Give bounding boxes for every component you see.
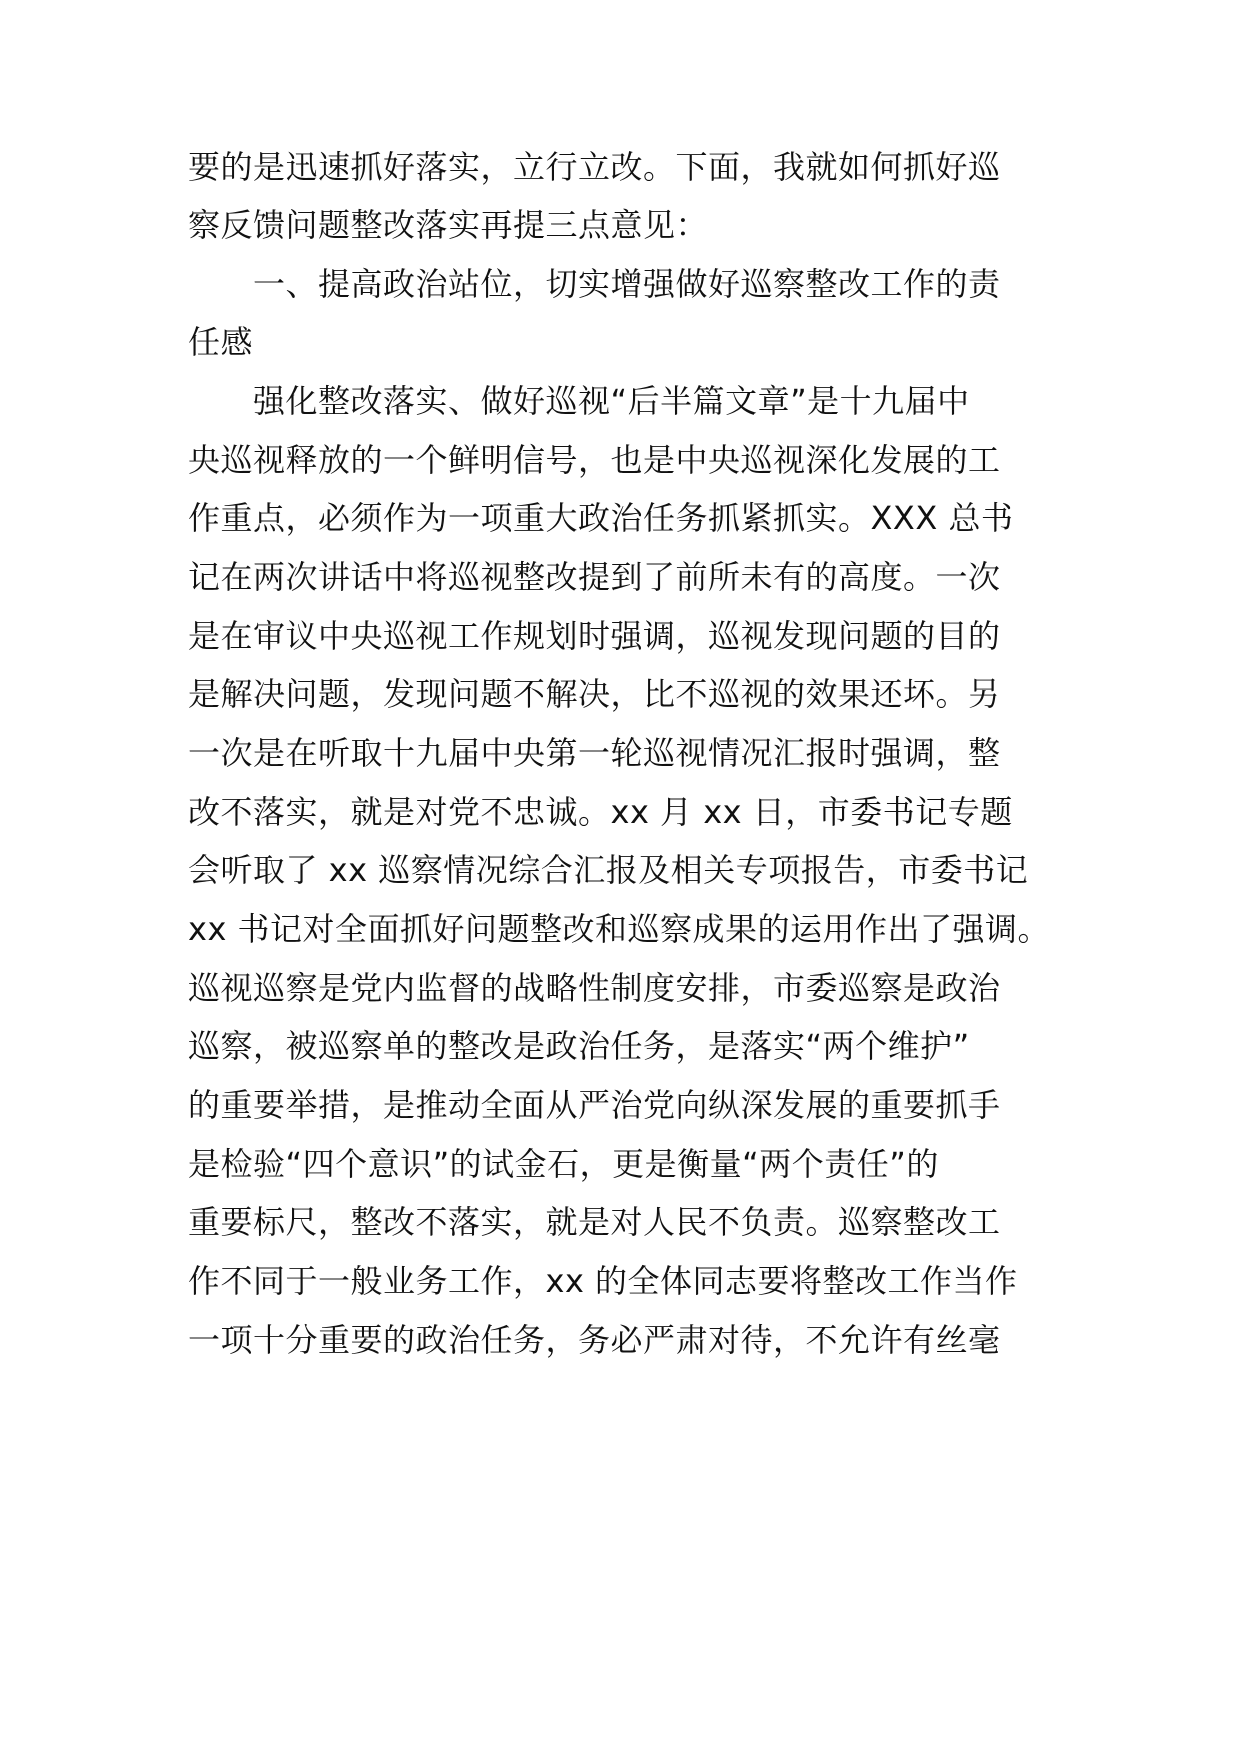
text-line: 一次是在听取十九届中央第一轮巡视情况汇报时强调，整 (188, 734, 1001, 772)
text-line: 是解决问题，发现问题不解决，比不巡视的效果还坏。另 (188, 675, 1001, 713)
text-line: 强化整改落实、做好巡视“后半篇文章”是十九届中 (188, 382, 970, 420)
text-line: 作不同于一般业务工作，xx 的全体同志要将整改工作当作 (188, 1262, 1018, 1300)
text-line: 的重要举措，是推动全面从严治党向纵深发展的重要抓手 (188, 1086, 1001, 1124)
text-line: 重要标尺，整改不落实，就是对人民不负责。巡察整改工 (188, 1203, 1001, 1241)
text-line: xx 书记对全面抓好问题整改和巡察成果的运用作出了强调。 (188, 910, 1051, 948)
text-line: 改不落实，就是对党不忠诚。xx 月 xx 日，市委书记专题 (188, 793, 1013, 831)
text-line: 作重点，必须作为一项重大政治任务抓紧抓实。XXX 总书 (188, 499, 1014, 537)
text-line: 是检验“四个意识”的试金石，更是衡量“两个责任”的 (188, 1145, 939, 1183)
text-line: 要的是迅速抓好落实，立行立改。下面，我就如何抓好巡 (188, 148, 1001, 186)
text-line: 巡察，被巡察单的整改是政治任务，是落实“两个维护” (188, 1027, 970, 1065)
text-line: 一项十分重要的政治任务，务必严肃对待，不允许有丝毫 (188, 1321, 1001, 1359)
section-heading: 一、提高政治站位，切实增强做好巡察整改工作的责 (188, 265, 1001, 303)
text-line: 央巡视释放的一个鲜明信号，也是中央巡视深化发展的工 (188, 441, 1001, 479)
text-line: 察反馈问题整改落实再提三点意见： (188, 206, 709, 244)
text-line: 是在审议中央巡视工作规划时强调，巡视发现问题的目的 (188, 617, 1001, 655)
text-line: 会听取了 xx 巡察情况综合汇报及相关专项报告，市委书记 (188, 851, 1029, 889)
text-line: 记在两次讲话中将巡视整改提到了前所未有的高度。一次 (188, 558, 1001, 596)
section-heading: 任感 (188, 323, 254, 361)
text-line: 巡视巡察是党内监督的战略性制度安排，市委巡察是政治 (188, 969, 1001, 1007)
